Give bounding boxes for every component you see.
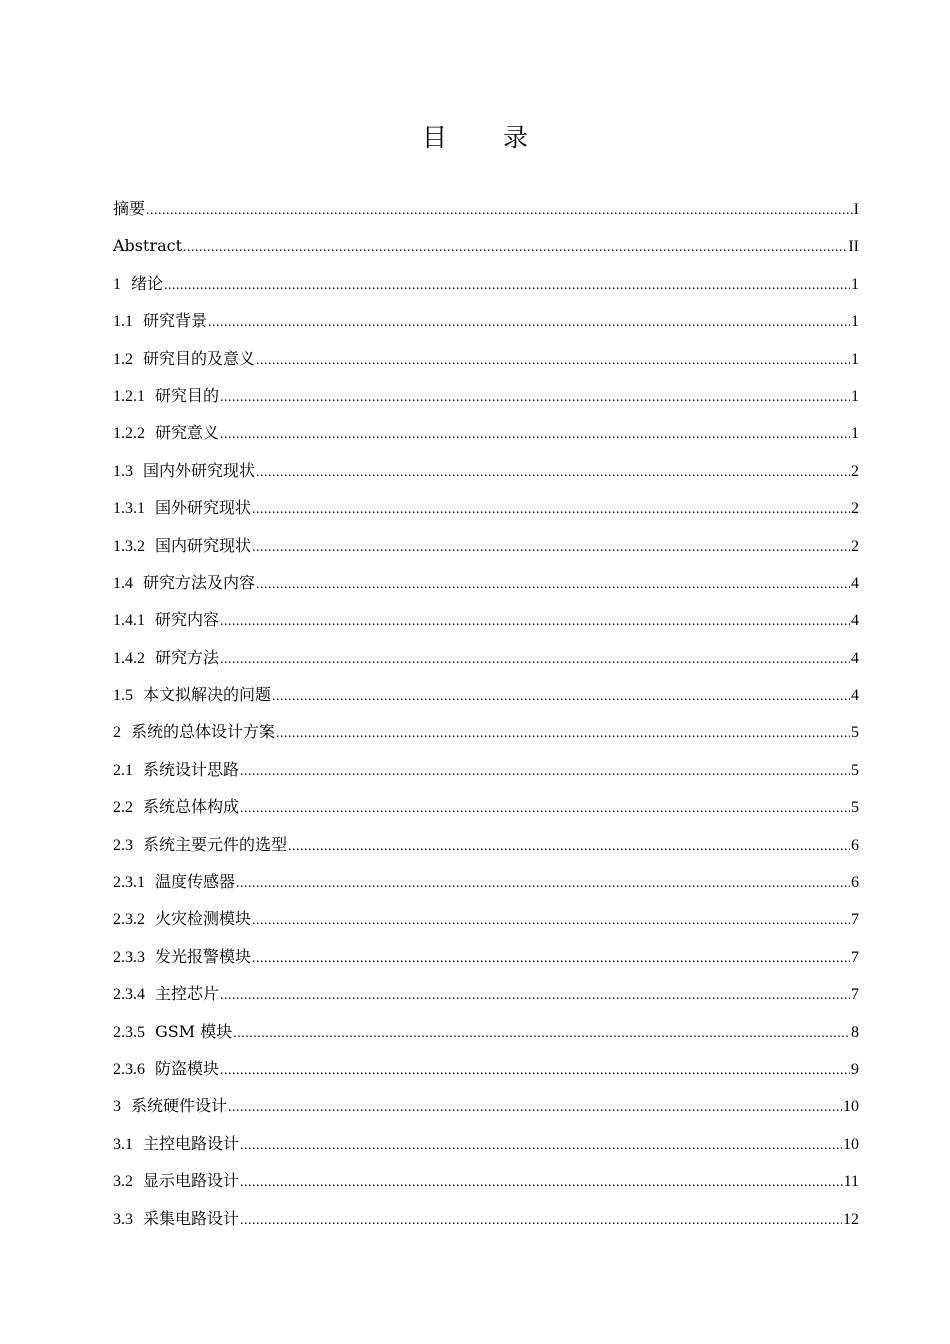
toc-entry-page-number: 1 (851, 275, 859, 293)
toc-entry-text: 研究目的及意义 (143, 348, 256, 368)
toc-entry[interactable] (113, 527, 859, 564)
dot-leader (228, 1089, 842, 1124)
toc-entry-number: 1.4.2 (113, 649, 145, 667)
toc-entry-number: 1.3.1 (113, 500, 145, 518)
toc-entry-page-number: 1 (851, 350, 859, 368)
toc-entry-page-number: I (853, 201, 859, 218)
dot-leader (220, 603, 850, 638)
toc-entry-number: 2.3.4 (113, 986, 145, 1004)
dot-leader (272, 678, 850, 713)
toc-entry-label (113, 452, 255, 489)
title-text: 目 录 (422, 123, 552, 152)
toc-entry[interactable] (113, 1087, 859, 1124)
dot-leader (183, 229, 847, 264)
toc-entry-label (113, 227, 182, 264)
toc-entry-text: 显示电路设计 (143, 1171, 240, 1191)
toc-entry-number: 2.1 (113, 761, 133, 779)
toc-entry-label (113, 639, 219, 676)
toc-entry-text: 摘要 (113, 199, 146, 218)
toc-entry-label (113, 1200, 239, 1237)
toc-entry-number: 2.3 (113, 836, 133, 854)
toc-entry-text: 绪论 (131, 273, 164, 293)
toc-entry-label (113, 302, 207, 339)
dot-leader (208, 304, 850, 339)
toc-entry-page-number: 5 (851, 799, 859, 817)
toc-entry-label (113, 863, 235, 900)
toc-entry-text: 国内研究现状 (155, 535, 252, 555)
toc-entry-number: 2.3.2 (113, 911, 145, 929)
toc-entry-page-number: 6 (851, 836, 859, 854)
toc-entry[interactable] (113, 414, 859, 451)
toc-entry-page-number: 10 (843, 1135, 859, 1153)
toc-entry-label (113, 265, 163, 302)
toc-entry-label (113, 564, 255, 601)
dot-leader (252, 491, 850, 526)
toc-entry-text: 系统主要元件的选型 (143, 834, 288, 854)
toc-entry[interactable] (113, 1200, 859, 1237)
toc-entry-text: 发光报警模块 (155, 946, 252, 966)
toc-entry-label (113, 1013, 232, 1050)
dot-leader (146, 192, 853, 227)
toc-entry-text: 研究方法及内容 (143, 572, 256, 592)
toc-entry-text: GSM 模块 (155, 1021, 233, 1041)
toc-entry-number: 1.3.2 (113, 537, 145, 555)
toc-entry-page-number: 4 (851, 574, 859, 592)
toc-entry[interactable] (113, 340, 859, 377)
dot-leader (252, 902, 850, 937)
toc-entry-number: 2.3.3 (113, 948, 145, 966)
toc-entry[interactable] (113, 788, 859, 825)
toc-entry-text: 主控电路设计 (143, 1133, 240, 1153)
toc-entry-text: 研究目的 (155, 385, 220, 405)
toc-entry-page-number: 1 (851, 425, 859, 443)
dot-leader (256, 342, 850, 377)
toc-entry[interactable] (113, 452, 859, 489)
dot-leader (288, 828, 850, 863)
toc-entry-text: 系统的总体设计方案 (131, 722, 276, 742)
toc-entry-label (113, 1050, 219, 1087)
toc-entry-text: 研究内容 (155, 610, 220, 630)
toc-entry-page-number: 1 (851, 387, 859, 405)
toc-entry-number: 1.3 (113, 462, 133, 480)
dot-leader (220, 641, 850, 676)
toc-entry-page-number: 4 (851, 612, 859, 630)
toc-entry-page-number: 7 (851, 986, 859, 1004)
toc-entry[interactable] (113, 639, 859, 676)
toc-entry-page-number: 4 (851, 687, 859, 705)
toc-entry-text: 系统设计思路 (143, 759, 240, 779)
toc-entry-label (113, 377, 219, 414)
toc-entry-number: 2.3.5 (113, 1023, 145, 1041)
toc-entry[interactable] (113, 489, 859, 526)
toc-entry-text: 国外研究现状 (155, 498, 252, 518)
toc-entry[interactable] (113, 564, 859, 601)
toc-entry-number: 1.2 (113, 350, 133, 368)
toc-entry-number: 1.4.1 (113, 612, 145, 630)
toc-entry-number: 2 (113, 724, 121, 742)
toc-entry-label (113, 1087, 227, 1124)
toc-entry[interactable] (113, 826, 859, 863)
toc-entry-text: 系统硬件设计 (131, 1096, 228, 1116)
toc-entry-number: 2.3.1 (113, 874, 145, 892)
toc-entry[interactable] (113, 751, 859, 788)
toc-entry-label (113, 527, 251, 564)
toc-entry-number: 3.2 (113, 1173, 133, 1191)
toc-entry[interactable] (113, 1013, 859, 1050)
toc-entry-text: 研究方法 (155, 647, 220, 667)
toc-entry-page-number: 2 (851, 462, 859, 480)
dot-leader (240, 1164, 843, 1199)
dot-leader (220, 1052, 850, 1087)
toc-entry-page-number: 5 (851, 761, 859, 779)
dot-leader (233, 1015, 850, 1050)
toc-entry-number: 1.1 (113, 313, 133, 331)
toc-entry-text: 采集电路设计 (143, 1208, 240, 1228)
toc-entry[interactable] (113, 900, 859, 937)
dot-leader (252, 529, 850, 564)
toc-entry-label (113, 751, 239, 788)
page-title (0, 118, 950, 154)
toc-entry[interactable] (113, 377, 859, 414)
dot-leader (220, 379, 850, 414)
toc-entry-page-number: 9 (851, 1060, 859, 1078)
toc-entry-page-number: 12 (843, 1210, 859, 1228)
toc-entry-text: 研究意义 (155, 423, 220, 443)
toc-entry-number: 1 (113, 275, 121, 293)
toc-entry[interactable] (113, 227, 859, 264)
toc-entry-label (113, 826, 287, 863)
table-of-contents (113, 190, 859, 1237)
toc-entry[interactable] (113, 1125, 859, 1162)
toc-entry-text: 国内外研究现状 (143, 460, 256, 480)
toc-entry[interactable] (113, 1162, 859, 1199)
toc-entry[interactable] (113, 190, 859, 227)
dot-leader (252, 940, 850, 975)
dot-leader (164, 267, 850, 302)
toc-entry-text: 火灾检测模块 (155, 909, 252, 929)
toc-entry-number: 1.2.2 (113, 425, 145, 443)
toc-entry[interactable] (113, 676, 859, 713)
toc-entry-number: 2.3.6 (113, 1060, 145, 1078)
dot-leader (236, 865, 850, 900)
toc-entry-number: 3.1 (113, 1135, 133, 1153)
toc-entry-label (113, 340, 255, 377)
toc-entry-text: 防盗模块 (155, 1058, 220, 1078)
toc-entry-label (113, 676, 271, 713)
toc-entry-page-number: 2 (851, 500, 859, 518)
toc-entry-number: 1.2.1 (113, 387, 145, 405)
dot-leader (220, 416, 850, 451)
toc-entry-page-number: II (848, 238, 859, 256)
toc-entry-label (113, 900, 251, 937)
toc-entry-text: 研究背景 (143, 311, 208, 331)
toc-entry-text: 温度传感器 (155, 872, 236, 892)
toc-entry-number: 1.5 (113, 687, 133, 705)
toc-entry-label (113, 938, 251, 975)
toc-entry-number: 3.3 (113, 1210, 133, 1228)
toc-entry-label (113, 1162, 239, 1199)
toc-entry-text: 主控芯片 (155, 984, 220, 1004)
toc-entry-label (113, 975, 219, 1012)
toc-entry-text: 本文拟解决的问题 (143, 685, 272, 705)
toc-entry-page-number: 1 (851, 313, 859, 331)
dot-leader (276, 715, 850, 750)
toc-entry[interactable] (113, 713, 859, 750)
dot-leader (256, 566, 850, 601)
toc-entry-label (113, 713, 275, 750)
toc-entry-page-number: 7 (851, 948, 859, 966)
toc-entry-label (113, 788, 239, 825)
toc-entry-number: 1.4 (113, 574, 133, 592)
dot-leader (240, 1202, 842, 1237)
dot-leader (256, 454, 850, 489)
toc-entry-label (113, 489, 251, 526)
dot-leader (220, 977, 850, 1012)
dot-leader (240, 1127, 842, 1162)
toc-entry-page-number: 10 (843, 1098, 859, 1116)
toc-entry-number: 3 (113, 1098, 121, 1116)
toc-entry[interactable] (113, 302, 859, 339)
toc-entry-page-number: 2 (851, 537, 859, 555)
toc-entry[interactable] (113, 265, 859, 302)
toc-entry-label (113, 1125, 239, 1162)
toc-entry[interactable] (113, 601, 859, 638)
toc-entry-page-number: 5 (851, 724, 859, 742)
toc-entry-text: Abstract (113, 236, 183, 256)
toc-entry-page-number: 6 (851, 874, 859, 892)
toc-entry-page-number: 7 (851, 911, 859, 929)
toc-entry[interactable] (113, 938, 859, 975)
toc-entry[interactable] (113, 863, 859, 900)
toc-entry-page-number: 8 (851, 1023, 859, 1041)
toc-entry-label (113, 601, 219, 638)
toc-entry-number: 2.2 (113, 799, 133, 817)
toc-entry-label (113, 414, 219, 451)
toc-entry[interactable] (113, 1050, 859, 1087)
dot-leader (240, 753, 850, 788)
toc-entry-label (113, 190, 145, 227)
toc-entry-page-number: 11 (843, 1173, 859, 1191)
toc-entry[interactable] (113, 975, 859, 1012)
toc-entry-page-number: 4 (851, 649, 859, 667)
dot-leader (240, 790, 850, 825)
toc-entry-text: 系统总体构成 (143, 797, 240, 817)
